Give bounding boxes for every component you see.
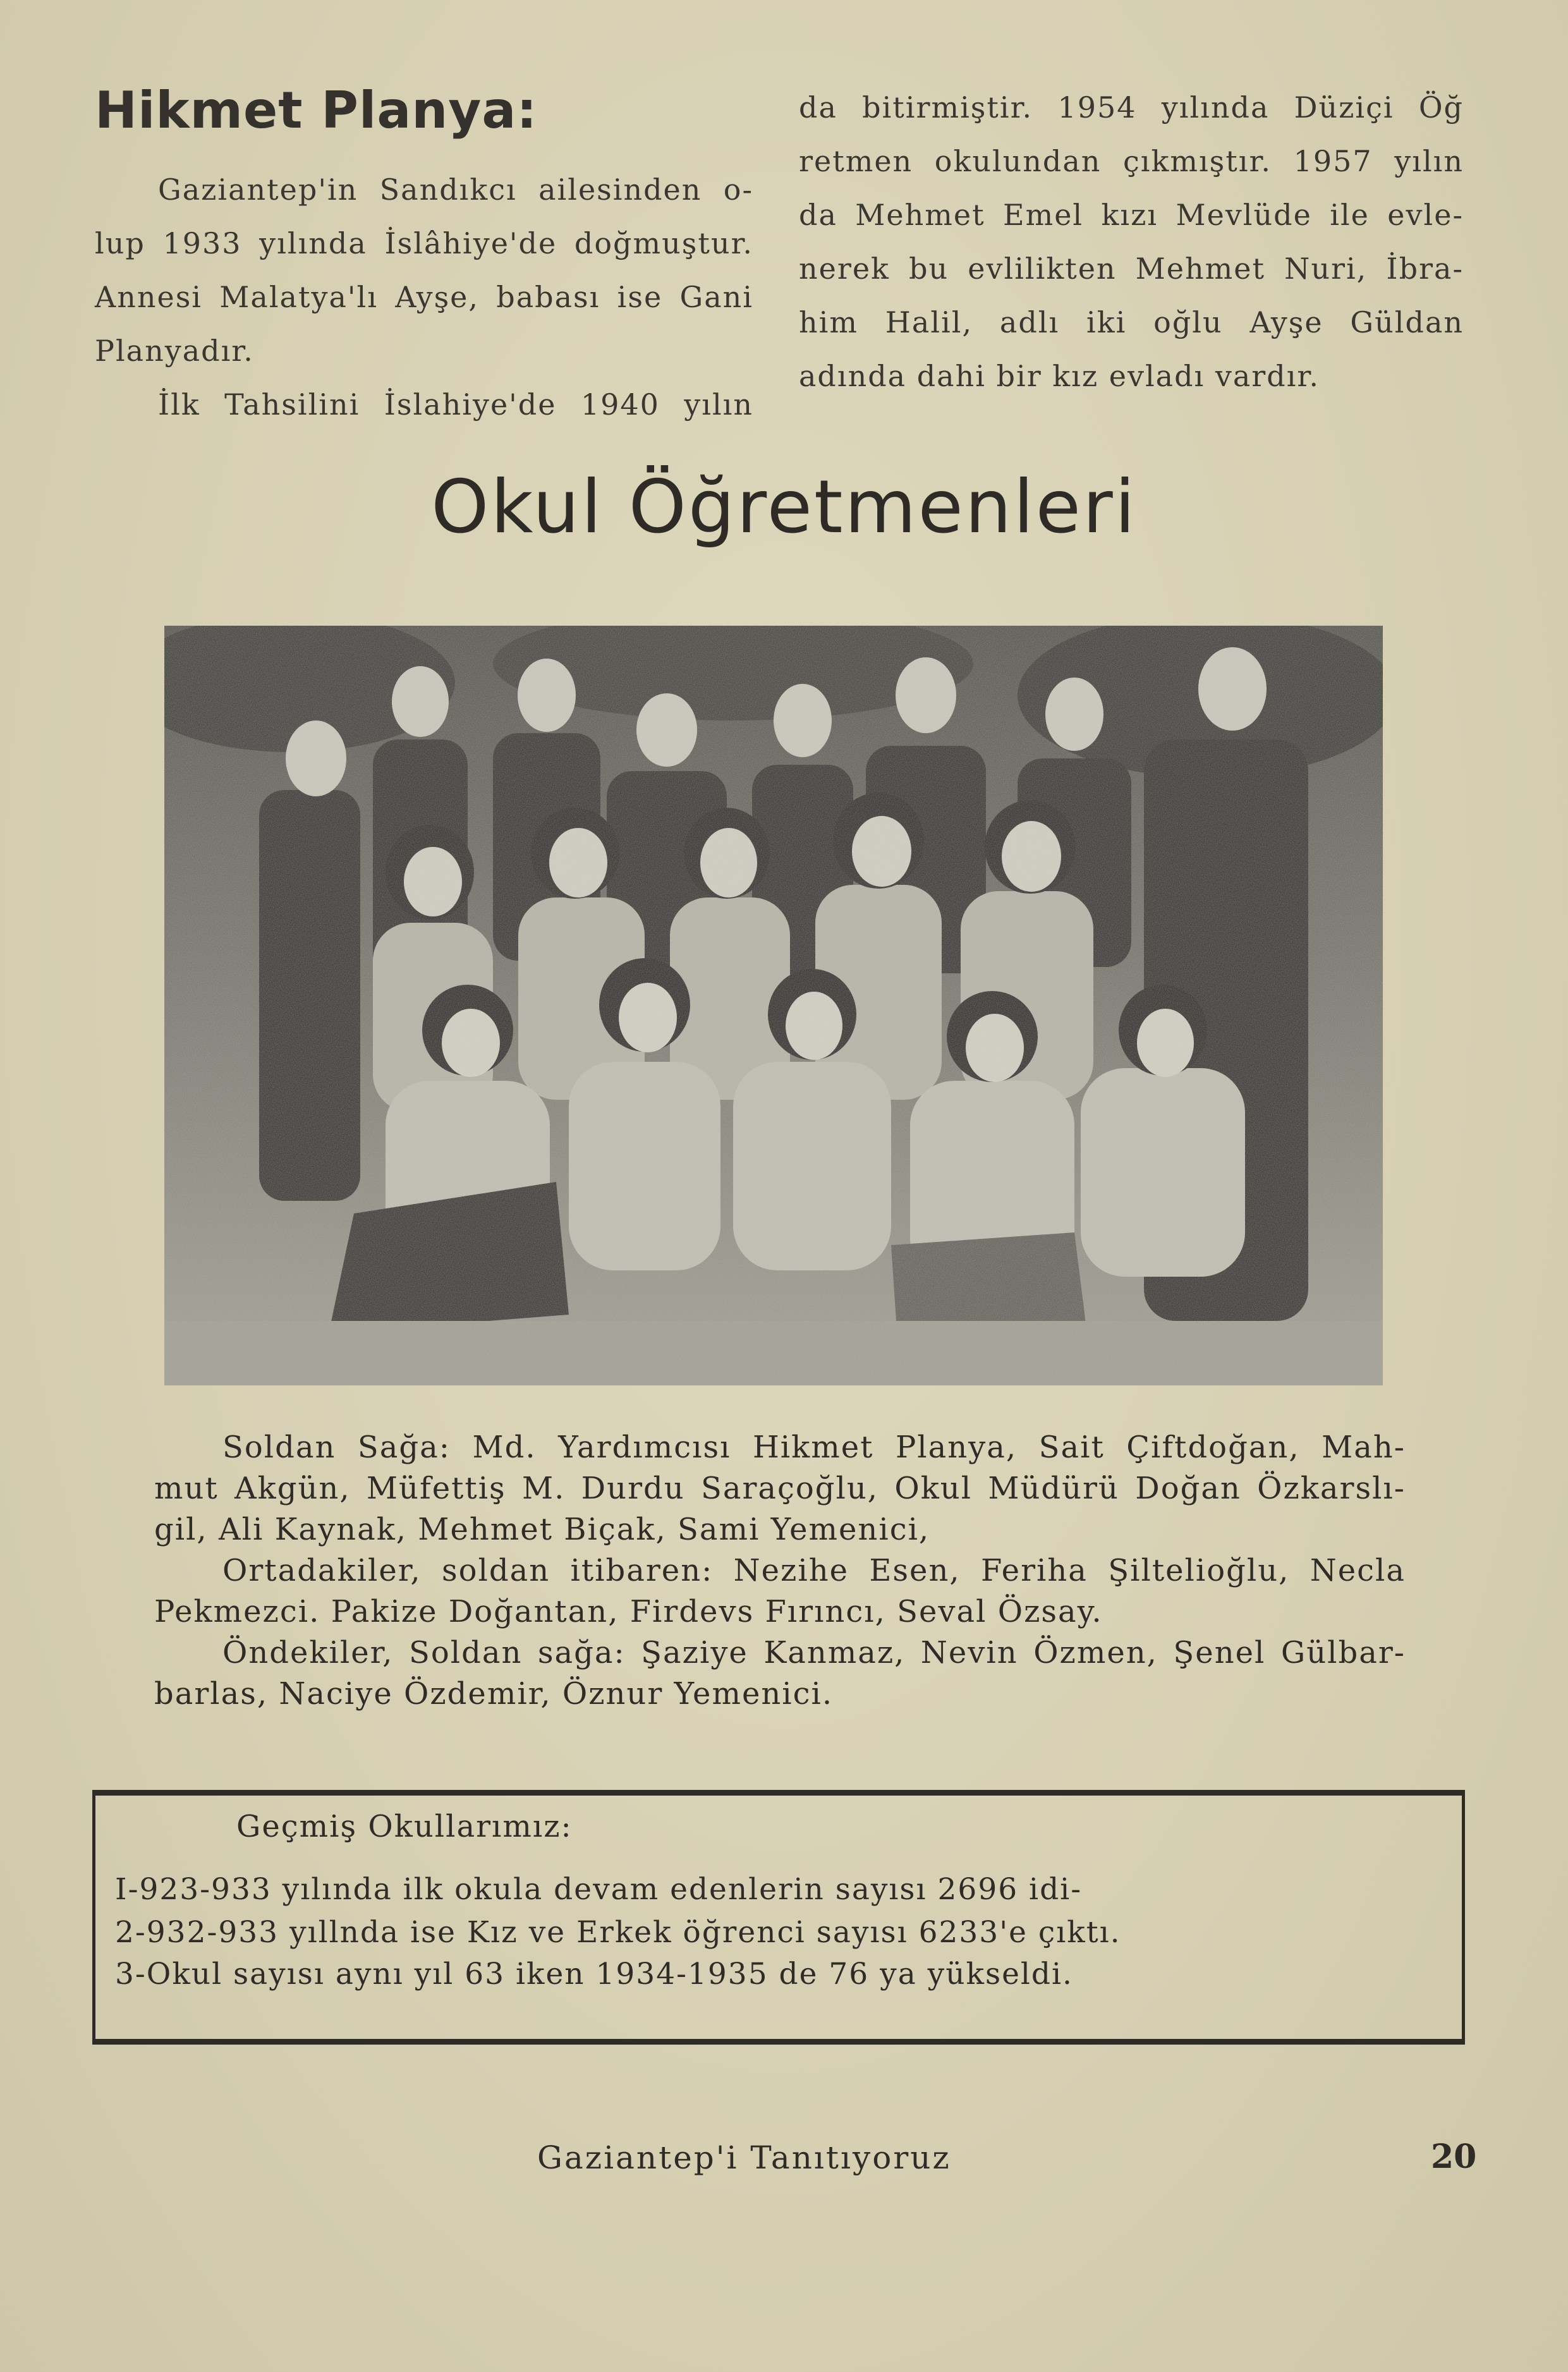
caption-line: barlas, Naciye Özdemir, Öznur Yemenici. (154, 1676, 834, 1712)
bio-line: Planyadır. (95, 334, 254, 368)
caption-line: Öndekiler, Soldan sağa: Şaziye Kanmaz, Nevin Özmen, Şenel Gülbar- (222, 1635, 1406, 1670)
bio-line: Annesi Malatya'lı Ayşe, babası ise Gani (95, 280, 753, 314)
bio-line: retmen okulundan çıkmıştır. 1957 yılın (799, 144, 1464, 178)
bio-right-column (799, 81, 1464, 403)
footer-title: Gaziantep'i Tanıtıyoruz (537, 2139, 951, 2176)
caption-line: Ortadakiler, soldan itibaren: Nezihe Esen, Feriha Şiltelioğlu, Necla (222, 1553, 1406, 1588)
past-schools-title: Geçmiş Okullarımız: (236, 1809, 573, 1844)
bio-left-column (95, 163, 753, 432)
bio-line: da bitirmiştir. 1954 yılında Düziçi Öğ (799, 90, 1464, 125)
caption-line: Soldan Sağa: Md. Yardımcısı Hikmet Planya, Sait Çiftdoğan, Mah- (222, 1430, 1406, 1465)
group-photo-illustration (164, 626, 1383, 1385)
past-schools-line: 3-Okul sayısı aynı yıl 63 iken 1934-1935 de 76 ya yükseldi. (115, 1957, 1073, 1992)
group-photo (164, 626, 1383, 1385)
caption-line: Pekmezci. Pakize Doğantan, Firdevs Fırıncı, Seval Özsay. (154, 1594, 1103, 1629)
caption-line: gil, Ali Kaynak, Mehmet Biçak, Sami Yemenici, (154, 1512, 930, 1547)
bio-title: Hikmet Planya: (95, 81, 538, 140)
past-schools-line: 2-932-933 yıllnda ise Kız ve Erkek öğrenci sayısı 6233'e çıktı. (115, 1915, 1121, 1950)
bio-line: nerek bu evlilikten Mehmet Nuri, İbra- (799, 252, 1464, 286)
bio-line: da Mehmet Emel kızı Mevlüde ile evle- (799, 198, 1464, 232)
bio-line: lup 1933 yılında İslâhiye'de doğmuştur. (95, 226, 753, 260)
past-schools-line: I-923-933 yılında ilk okula devam edenlerin sayısı 2696 idi- (115, 1872, 1083, 1907)
section-title: Okul Öğretmenleri (431, 465, 1137, 550)
bio-line: him Halil, adlı iki oğlu Ayşe Güldan (799, 305, 1464, 339)
photo-caption (154, 1427, 1406, 1715)
bio-line: İlk Tahsilini İslahiye'de 1940 yılın (158, 387, 753, 422)
bio-line: Gaziantep'in Sandıkcı ailesinden o- (158, 173, 753, 207)
caption-line: mut Akgün, Müfettiş M. Durdu Saraçoğlu, Okul Müdürü Doğan Özkarslı- (154, 1471, 1406, 1506)
page-number: 20 (1431, 2138, 1477, 2176)
bio-line: adında dahi bir kız evladı vardır. (799, 359, 1320, 393)
